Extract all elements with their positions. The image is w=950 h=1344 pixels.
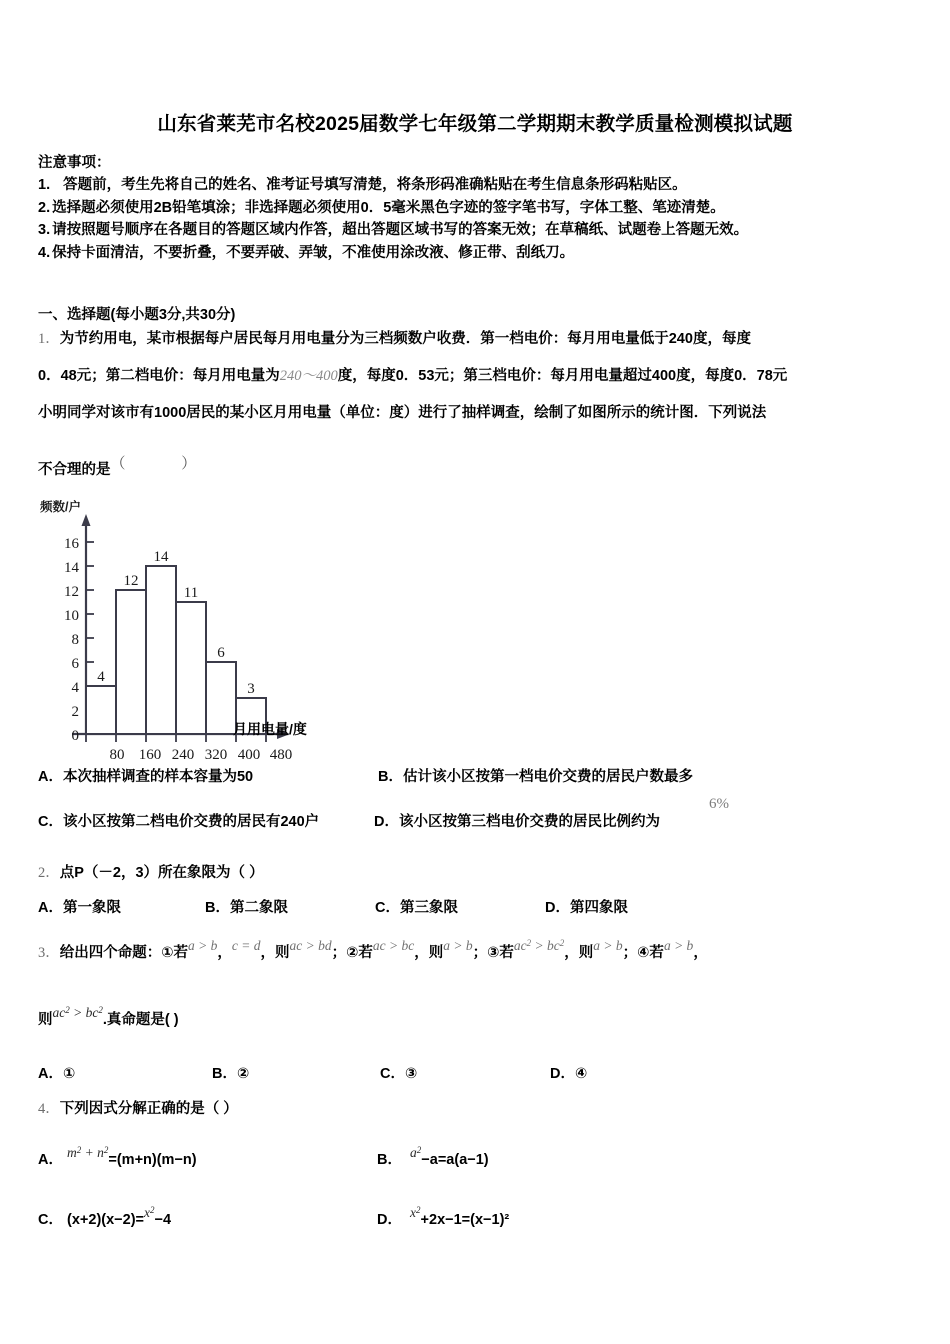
- page-title: 山东省莱芜市名校2025届数学七年级第二学期期末教学质量检测模拟试题: [157, 113, 793, 135]
- question-3-prop-1-then: 则: [275, 945, 290, 961]
- svg-text:320: 320: [204, 747, 228, 763]
- question-3-prop-3-then: 则: [578, 945, 594, 961]
- question-3-option-a-label: A．: [38, 1066, 63, 1082]
- question-2-text: 点P（－2，3）所在象限为（ ）: [59, 865, 264, 881]
- chart-bar-label-1: 12: [123, 573, 139, 589]
- question-3-prop-2-then: 则: [428, 945, 444, 961]
- notice-block: [38, 153, 918, 264]
- chart-bar-3: [176, 602, 206, 734]
- question-2-stem: [38, 861, 264, 882]
- question-4-option-d-text: +2x−1=(x−1)²: [420, 1212, 510, 1228]
- notice-item-2-number: 2.: [38, 199, 51, 216]
- notice-item-3-number: 3.: [38, 222, 51, 238]
- question-3-option-b[interactable]: [212, 1062, 249, 1083]
- histogram-svg: [38, 497, 408, 763]
- question-1-number: 1．: [38, 331, 60, 347]
- question-3-prop-3-math-2: a > b: [593, 938, 623, 953]
- notice-heading: 注意事项：: [38, 155, 111, 171]
- question-4-option-b[interactable]: [377, 1145, 489, 1169]
- question-2-option-b[interactable]: [205, 896, 288, 917]
- question-3-lead: 给出四个命题：: [59, 945, 162, 961]
- notice-item-2-text: 选择题必须使用2B铅笔填涂；非选择题必须使用0．5毫米黑色字迹的签字笔书写，字体工整、笔迹清楚。: [52, 199, 725, 216]
- question-1-range-math: 240～400: [279, 368, 338, 384]
- question-3-option-c[interactable]: [380, 1062, 417, 1083]
- question-1-option-b-text: 估计该小区按第一档电价交费的居民户数最多: [402, 769, 693, 785]
- question-1-line-4: [38, 452, 222, 479]
- question-3-option-b-text: ②: [236, 1066, 250, 1082]
- svg-text:12: 12: [64, 584, 79, 600]
- question-4-option-b-text: −a=a(a−1): [421, 1152, 489, 1168]
- question-2-option-a-text: 第一象限: [62, 900, 121, 916]
- notice-item-4-text: 保持卡面清洁，不要折叠，不要弄破、弄皱，不准使用涂改液、修正带、刮纸刀。: [52, 244, 575, 261]
- svg-text:2: 2: [71, 704, 79, 720]
- question-1-option-a-text: 本次抽样调查的样本容量为50: [62, 769, 254, 785]
- question-4-stem: [38, 1097, 238, 1118]
- question-3-option-d[interactable]: [550, 1062, 587, 1083]
- chart-bar-0: [86, 686, 116, 734]
- question-4-text: 下列因式分解正确的是（ ）: [59, 1101, 238, 1117]
- question-3-option-c-text: ③: [404, 1066, 418, 1082]
- svg-text:10: 10: [64, 608, 79, 624]
- histogram-chart: [38, 497, 408, 763]
- question-2-option-c[interactable]: [375, 896, 458, 917]
- chart-bar-label-5: 3: [247, 681, 255, 697]
- question-4-number: 4．: [38, 1101, 60, 1117]
- question-1-option-d[interactable]: [374, 810, 660, 831]
- notice-item-4: [38, 242, 918, 265]
- question-3-prop-1-math-3: ac > bd: [289, 938, 332, 953]
- question-1-option-a-label: A．: [38, 769, 63, 785]
- question-3-prop-4-math-1: a > b: [663, 938, 694, 953]
- question-4-option-c-text-pre: (x+2)(x−2)=: [67, 1212, 144, 1228]
- chart-y-axis-arrow: [82, 514, 91, 526]
- question-2-option-d[interactable]: [545, 896, 628, 917]
- chart-x-tick-labels: [110, 747, 293, 763]
- svg-text:14: 14: [64, 560, 79, 576]
- question-3-stem-line-2: [38, 1005, 179, 1029]
- chart-bar-1: [116, 590, 146, 734]
- notice-item-2: [38, 197, 918, 220]
- question-2-option-d-text: 第四象限: [569, 900, 628, 916]
- question-4-option-a-label: A．: [38, 1152, 63, 1168]
- question-2-option-a-label: A．: [38, 900, 63, 916]
- question-4-option-c[interactable]: [38, 1205, 171, 1229]
- question-4-option-a-math: $m^2 + n^2$: [67, 1145, 109, 1160]
- question-2-option-b-label: B．: [205, 900, 230, 916]
- question-4-option-c-text: −4: [154, 1212, 172, 1228]
- svg-text:4: 4: [71, 680, 79, 696]
- question-3-option-c-label: C．: [380, 1066, 405, 1082]
- question-1-option-c[interactable]: [38, 810, 319, 831]
- chart-bar-4: [206, 662, 236, 734]
- question-3-number: 3．: [38, 945, 60, 961]
- question-1-option-b-label: B．: [378, 769, 403, 785]
- question-3-line2-tail: .真命题是( ): [102, 1012, 179, 1028]
- chart-bars: [86, 566, 266, 734]
- svg-text:6: 6: [71, 656, 79, 672]
- question-4-option-b-label: B．: [377, 1152, 402, 1168]
- question-3-line2-then: 则: [38, 1012, 53, 1028]
- question-1-option-d-label: D．: [374, 814, 399, 830]
- notice-item-3-text: 请按照题号顺序在各题目的答题区域内作答，超出答题区域书写的答案无效；在草稿纸、试题卷上答题无效。: [52, 222, 749, 238]
- question-2-option-d-label: D．: [545, 900, 570, 916]
- question-1-line-3: 小明同学对该市有1000居民的某小区月用电量（单位：度）进行了抽样调查，绘制了如图所示的统计图．下列说法: [38, 405, 767, 421]
- question-4-option-a-text: =(m+n)(m−n): [108, 1152, 197, 1168]
- question-2-option-b-text: 第二象限: [229, 900, 288, 916]
- question-1-text-b: 0．48元；第二档电价：每月用电量为: [38, 368, 280, 384]
- chart-bar-label-0: 4: [97, 669, 105, 685]
- question-3-prop-1-math-1: a > b: [188, 938, 218, 953]
- question-1-option-c-text: 该小区按第二档电价交费的居民有240户: [62, 814, 320, 830]
- chart-bar-2: [146, 566, 176, 734]
- notice-item-1-number: 1.: [38, 177, 51, 193]
- question-3-prop-3-math-1: $ac^2 > bc^2$: [513, 938, 565, 953]
- notice-item-1-text: 答题前，考生先将自己的姓名、准考证号填写清楚，将条形码准确粘贴在考生信息条形码粘贴区。: [63, 177, 687, 193]
- question-3-prop-3-prefix: ③若: [487, 945, 514, 961]
- question-1-option-d-text: 该小区按第三档电价交费的居民比例约为: [398, 814, 660, 830]
- question-4-option-a[interactable]: [38, 1145, 197, 1169]
- chart-bar-label-4: 6: [217, 645, 225, 661]
- question-3-prop-1-math-2: c = d: [231, 938, 261, 953]
- svg-text:480: 480: [269, 747, 293, 763]
- question-3-prop-4-prefix: ④若: [637, 945, 664, 961]
- chart-y-tick-labels: [64, 536, 80, 744]
- notice-item-3: [38, 219, 918, 242]
- chart-bar-label-2: 14: [153, 549, 169, 565]
- question-4-option-d-label: D．: [377, 1212, 402, 1228]
- question-1-option-a[interactable]: [38, 765, 253, 786]
- question-3-prop-2-math-1: ac > bc: [372, 938, 415, 953]
- question-1-line-1: [38, 327, 928, 348]
- question-3-prop-1-prefix: ①若: [161, 945, 189, 961]
- chart-y-axis-label: 频数/户: [40, 500, 81, 514]
- question-4-option-c-label: C．: [38, 1212, 63, 1228]
- question-1-text-d: 不合理的是: [38, 462, 111, 478]
- question-3-line2-math: $ac^2 > bc^2$: [52, 1005, 103, 1020]
- question-4-option-d[interactable]: [377, 1205, 509, 1229]
- question-4-option-d-math: $x^2$: [410, 1205, 421, 1220]
- question-3-option-d-text: ④: [574, 1066, 588, 1082]
- question-3-option-b-label: B．: [212, 1066, 237, 1082]
- notice-item-1: [38, 174, 918, 197]
- chart-x-axis-label: 月用电量/度: [233, 721, 307, 737]
- notice-item-4-number: 4.: [38, 244, 51, 261]
- question-3-stem-line-1: 3．给出四个命题：①若a > b，c = d，则ac > bd；②若ac > bc，则a > b；③若$ac^2 > bc^2$，则a > b；④若a > b，: [38, 938, 708, 961]
- svg-text:0: 0: [71, 728, 79, 744]
- question-1-option-c-label: C．: [38, 814, 63, 830]
- section-heading: 一、选择题(每小题3分,共30分): [38, 307, 236, 323]
- question-4-option-c-math: $x^2$: [144, 1205, 155, 1220]
- question-1-text-c: 度，每度0．53元；第三档电价：每月用电量超过400度，每度0．78元: [337, 368, 788, 384]
- question-3-option-a[interactable]: [38, 1062, 75, 1083]
- chart-y-ticks: [86, 542, 94, 710]
- svg-text:8: 8: [71, 632, 79, 648]
- question-2-number: 2．: [38, 865, 60, 881]
- question-2-option-a[interactable]: [38, 896, 121, 917]
- question-1-answer-paren: （ ）: [110, 456, 223, 472]
- question-3-option-d-label: D．: [550, 1066, 575, 1082]
- question-3-prop-2-prefix: ②若: [346, 945, 373, 961]
- question-3-option-a-text: ①: [62, 1066, 76, 1082]
- question-1-line-2: [38, 364, 938, 385]
- question-2-option-c-text: 第三象限: [399, 900, 458, 916]
- question-3-prop-2-math-2: a > b: [443, 938, 473, 953]
- svg-text:16: 16: [64, 536, 79, 552]
- question-4-option-b-math: $a^2$: [410, 1145, 422, 1160]
- question-1-option-d-percent: 6%: [709, 796, 729, 812]
- question-1-option-b[interactable]: [378, 765, 693, 786]
- chart-bar-label-3: 11: [183, 585, 199, 601]
- svg-text:400: 400: [237, 747, 261, 763]
- svg-text:160: 160: [138, 747, 162, 763]
- svg-text:80: 80: [109, 747, 125, 763]
- question-1-text-a: 为节约用电，某市根据每户居民每月用电量分为三档频数户收费．第一档电价：每月用电量低于240度，每度: [59, 331, 751, 347]
- question-2-option-c-label: C．: [375, 900, 400, 916]
- svg-text:240: 240: [171, 747, 195, 763]
